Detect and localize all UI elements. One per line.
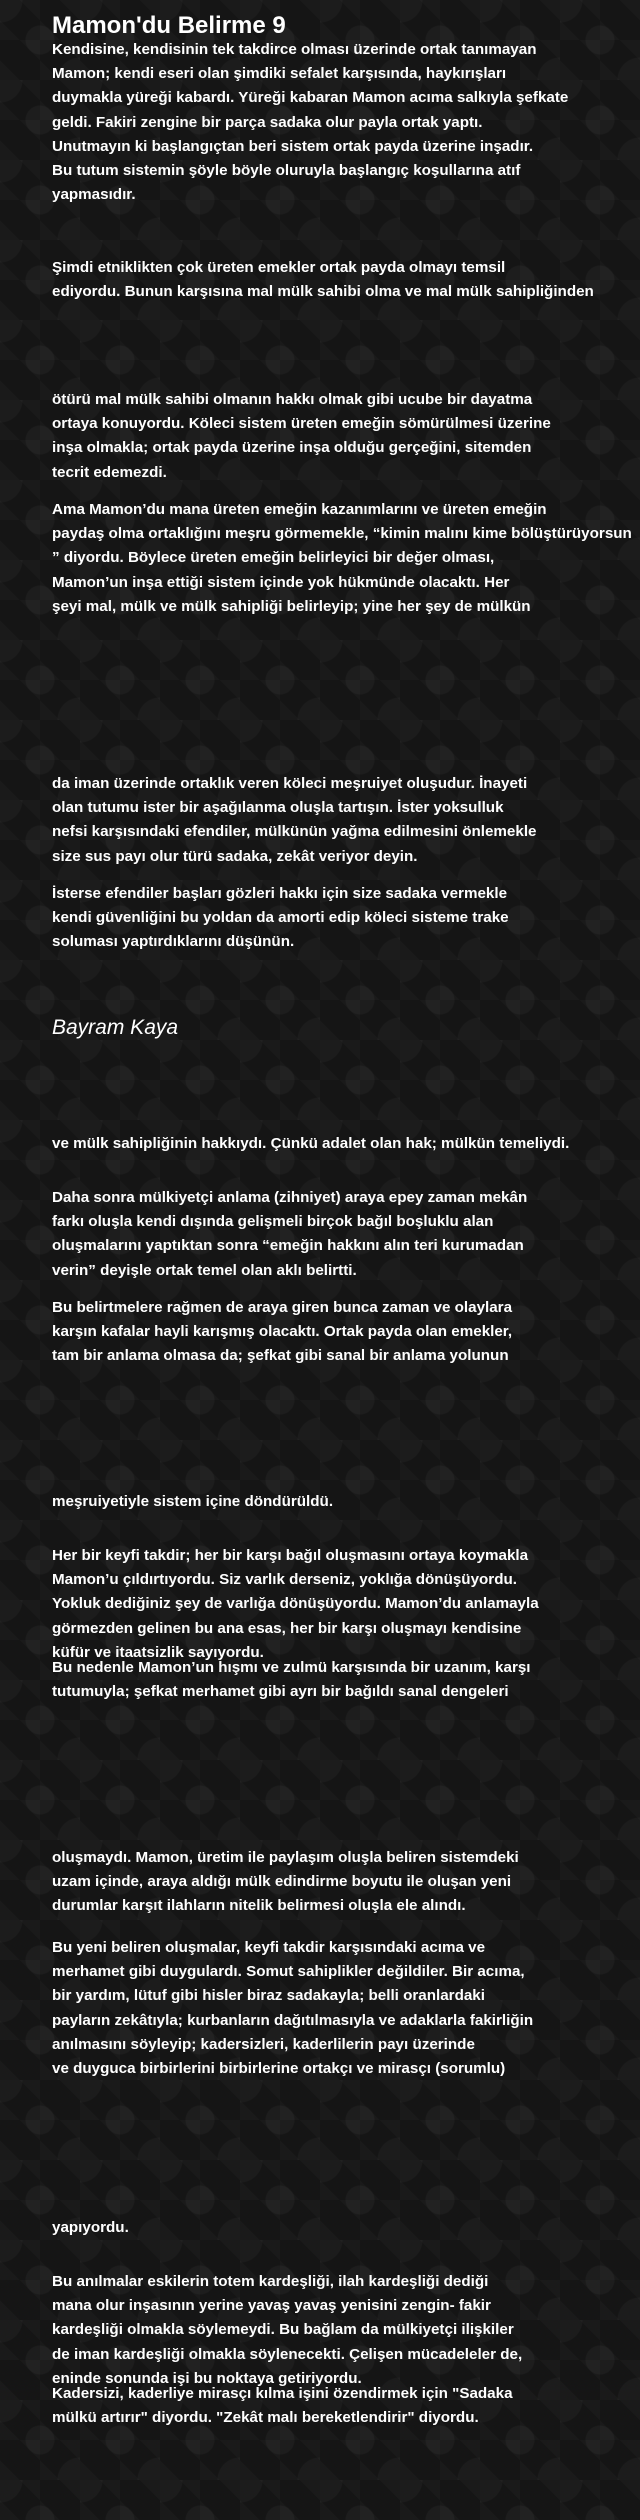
paragraph [52,498,640,619]
text-line: Mamon’un inşa ettiği sistem içinde yok hükmünde olacaktı. Her [52,573,510,591]
text-line: Mamon; kendi eseri olan şimdiki sefalet karşısında, haykırışları [52,65,507,83]
text-line: oluşmaydı. Mamon, üretim ile paylaşım oluşla beliren sistemdeki [52,1849,519,1866]
text-line: Daha sonra mülkiyetçi anlama (zihniyet) araya epey zaman mekân [52,1189,528,1206]
text-line: size sus payı olur türü sadaka, zekât veriyor deyin. [52,847,418,865]
text-line: mana olur inşasının yerine yavaş yavaş yenisini zengin- fakir [52,2297,491,2315]
paragraph [52,772,640,869]
text-line: Her bir keyfi takdir; her bir karşı bağıl oluşmasını ortaya koymakla [52,1547,529,1564]
text-line: meşruiyetiyle sistem içine döndürüldü. [52,1493,334,1510]
text-line: farkı oluşla kendi dışında gelişmeli birçok bağıl boşluklu alan [52,1213,494,1231]
text-line: ediyordu. Bunun karşısına mal mülk sahibi olma ve mal mülk sahipliğinden [52,283,594,301]
text-line: uzam içinde, araya aldığı mülk edindirme boyutu ile oluşan yeni [52,1873,512,1891]
text-line: şeyi mal, mülk ve mülk sahipliği belirleyip; yine her şey de mülkün [52,597,531,615]
text-line: ötürü mal mülk sahibi olmanın hakkı olmak gibi ucube bir dayatma [52,391,533,408]
text-line: görmezden gelinen bu ana esas, her bir karşı oluşmayı kendisine [52,1619,522,1637]
text-line: olan tutumu ister bir aşağılanma oluşla tartışın. İster yoksulluk [52,799,504,817]
text-line: da iman üzerinde ortaklık veren köleci meşruiyet oluşudur. İnayeti [52,775,528,792]
paragraph [52,1132,640,1156]
text-line: yapmasıdır. [52,186,136,204]
text-line: nefsi karşısındaki efendiler, mülkünün yağma edilmesini önlemekle [52,823,537,841]
text-line: kendi güvenliğini bu yoldan da amorti edip köleci sisteme trake [52,909,509,927]
paragraph [52,38,640,207]
text-line: Şimdi etniklikten çok üreten emekler ortak payda olmayı temsil [52,259,506,276]
text-line: inşa olmakla; ortak payda üzerine inşa olduğu gerçeğini, sitemden [52,439,532,457]
paragraph [52,256,640,304]
text-line: Mamon’u çıldırtıyordu. Siz varlık derseniz, yoklığa dönüşüyordu. [52,1571,517,1589]
text-line: bir yardım, lütuf gibi hisler biraz sadakayla; belli oranlardaki [52,1987,485,2005]
text-line: Bu yeni beliren oluşmalar, keyfi takdir karşısındaki acıma ve [52,1939,486,1956]
text-line: eninde sonunda işi bu noktaya getiriyordu. [52,2369,362,2387]
text-line: ortaya konuyordu. Köleci sistem üreten emeğin sömürülmesi üzerine [52,415,551,433]
text-line: oluşmalarını yaptıktan sonra “emeğin hakkını alın teri kurumadan [52,1237,524,1255]
text-line: küfür ve itaatsizlik sayıyordu. [52,1643,264,1661]
text-line: kardeşliği olmakla söylemeydi. Bu bağlam da mülkiyetçi ilişkiler [52,2321,514,2339]
paragraph [52,882,640,955]
text-line: Bu belirtmelere rağmen de araya giren bunca zaman ve olaylara [52,1299,513,1316]
text-line: durumlar karşıt ilahların nitelik belirmesi oluşla ele alındı. [52,1897,466,1915]
paragraph [52,1936,640,2081]
text-line: yapıyordu. [52,2219,129,2236]
poem-title: Mamon'du Belirme 9 [52,12,286,39]
text-line: ve duyguca birbirlerini birbirlerine ortakçı ve mirasçı (sorumlu) [52,2059,506,2077]
text-line: Bu tutum sistemin şöyle böyle oluruyla başlangıç koşullarına atıf [52,161,521,179]
text-line: karşın kafalar hayli karışmış olacaktı. Ortak payda olan emekler, [52,1323,513,1341]
text-line: Bu nedenle Mamon’un hışmı ve zulmü karşısında bir uzanım, karşı [52,1659,531,1676]
paragraph [52,1490,640,1514]
paragraph [52,1186,640,1283]
text-line: İsterse efendiler başları gözleri hakkı için size sadaka vermekle [52,885,508,902]
paragraph [52,1544,640,1665]
text-line: Ama Mamon’du mana üreten emeğin kazanımlarını ve üreten emeğin [52,501,547,518]
paragraph [52,1846,640,1919]
paragraph [52,1656,640,1704]
text-line: soluması yaptırdıklarını düşünün. [52,933,295,951]
text-line: de iman kardeşliği olmakla söylenecekti. Çelişen mücadeleler de, [52,2345,523,2363]
text-line: anılmasını söyleyip; kadersizleri, kaderlilerin payı üzerinde [52,2035,475,2053]
text-line: geldi. Fakiri zengine bir parça sadaka olur payla ortak yaptı. [52,113,483,131]
paragraph [52,2382,640,2430]
text-line: Bu anılmalar eskilerin totem kardeşliği, ilah kardeşliği dediği [52,2273,489,2290]
text-line: Yokluk dediğiniz şey de varlığa dönüşüyordu. Mamon’du anlamayla [52,1595,539,1613]
text-line: verin” deyişle ortak temel olan aklı belirtti. [52,1261,357,1279]
paragraph [52,1296,640,1369]
text-line: tecrit edemezdi. [52,463,167,481]
text-line: Kendisine, kendisinin tek takdirce olması üzerinde ortak tanımayan [52,41,537,58]
text-line: paydaş olma ortaklığını meşru görmemekle, “kimin malını kime bölüştürüyorsun [52,525,632,543]
paragraph [52,2270,640,2391]
text-line: payların zekâtıyla; kurbanların dağıtılmasıyla ve adaklarla fakirliğin [52,2011,534,2029]
text-line: ” diyordu. Böylece üreten emeğin belirleyici bir değer olması, [52,549,495,567]
text-line: tam bir anlama olmasa da; şefkat gibi sanal bir anlama yolunun [52,1347,509,1365]
text-line: ve mülk sahipliğinin hakkıydı. Çünkü adalet olan hak; mülkün temeliydi. [52,1135,570,1152]
text-line: duymakla yüreği kabardı. Yüreği kabaran Mamon acıma salkıyla şefkate [52,89,569,107]
paragraph [52,388,640,485]
paragraph [52,2216,640,2240]
text-line: Unutmayın ki başlangıçtan beri sistem ortak payda üzerine inşadır. [52,137,534,155]
text-line: merhamet gibi duygulardı. Somut sahiplikler değildiler. Bir acıma, [52,1963,525,1981]
author-name: Bayram Kaya [52,1016,179,1039]
text-line: mülkü artırır" diyordu. "Zekât malı bereketlendirir" diyordu. [52,2409,479,2427]
text-line: Kadersizi, kaderliye mirasçı kılma işini özendirmek için "Sadaka [52,2385,513,2402]
text-line: tutumuyla; şefkat merhamet gibi ayrı bir bağıldı sanal dengeleri [52,1683,509,1701]
